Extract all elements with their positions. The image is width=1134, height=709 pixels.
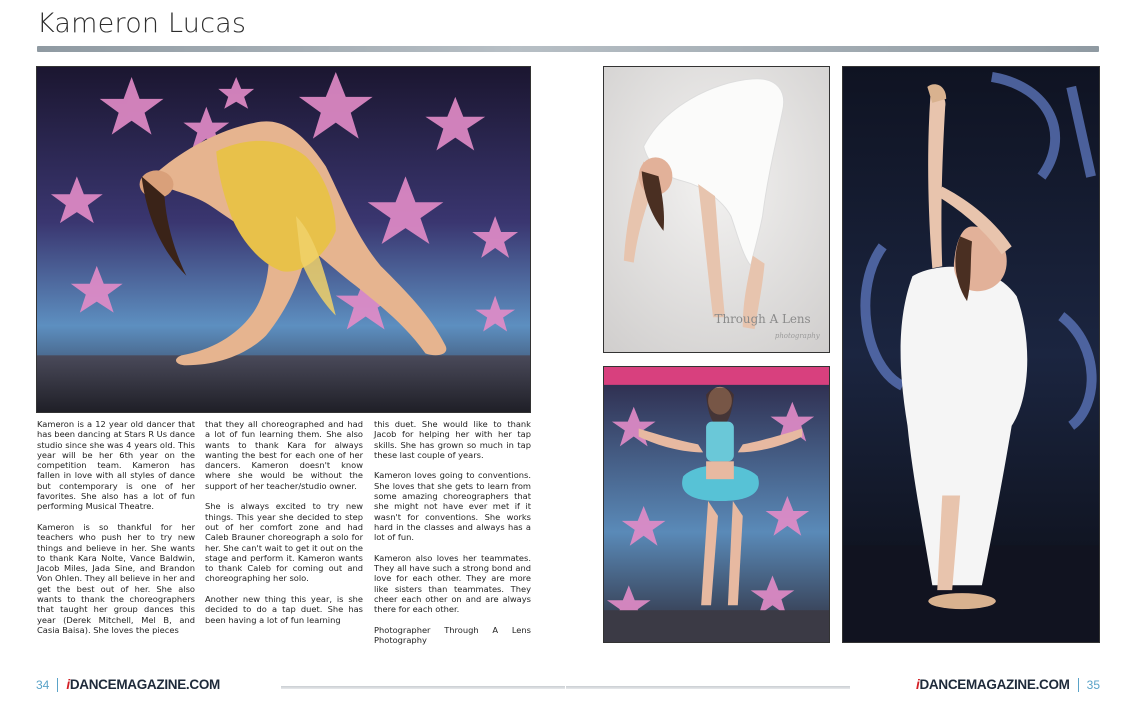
teal-costume-photo bbox=[603, 366, 830, 643]
leg-hold-photo bbox=[842, 66, 1100, 643]
footer-separator bbox=[1078, 678, 1079, 692]
footer-divider-line bbox=[566, 686, 850, 689]
article-column-1 bbox=[37, 419, 195, 646]
article-column-2 bbox=[205, 419, 363, 635]
watermark-text: Through A Lens bbox=[714, 312, 811, 327]
brand-logo-left[interactable]: iDANCEMAGAZINE.COM bbox=[66, 677, 220, 692]
footer-left bbox=[36, 677, 220, 692]
article-paragraph: Another new thing this year, is she decided to do a tap duet. She has been having a lot of fun learning bbox=[205, 594, 363, 625]
article-paragraph: that they all choreographed and had a lot of fun learning them. She also wants to thank Kara for always wanting the best for each one of her dancers. Kameron doesn't know where she would be without the support of her teacher/studio owner. bbox=[205, 419, 363, 491]
watermark-subtext: photography bbox=[774, 332, 820, 341]
title-underline-bar bbox=[37, 46, 1099, 52]
footer-right bbox=[916, 677, 1100, 692]
white-dress-photo bbox=[603, 66, 830, 353]
article-column-3 bbox=[374, 419, 531, 656]
article-paragraph: She is always excited to try new things. This year she decided to step out of her comfort zone and had Caleb Brauner choreograph a solo for her. She can't wait to get it out on the stage and perform it. Kameron wants to thank Caleb for coming out and choreographing her solo. bbox=[205, 501, 363, 584]
page-number-right: 35 bbox=[1086, 677, 1100, 692]
photo-credit: Photographer Through A Lens Photography bbox=[374, 624, 531, 646]
brand-logo-right[interactable]: iDANCEMAGAZINE.COM bbox=[916, 677, 1070, 692]
footer-divider-line bbox=[281, 686, 565, 689]
article-paragraph: Kameron is a 12 year old dancer that has been dancing at Stars R Us dance studio since she was 4 years old. This year will be her 6th year on the competition team. Kameron has fallen in love with all styles of dance but contemporary is one of her favorites. She also has a lot of fun performing Musical Theatre. bbox=[37, 419, 195, 512]
main-dancer-photo bbox=[36, 66, 531, 413]
page-title: Kameron Lucas bbox=[37, 8, 247, 39]
article-paragraph: this duet. She would like to thank Jacob for helping her with her tap skills. She has grown so much in tap these last couple of years. bbox=[374, 419, 531, 460]
article-paragraph: Kameron loves going to conventions. She loves that she gets to learn from some amazing choreographers that she might not have ever met if it wasn't for conventions. She works hard in the classes and always has a lot of fun. bbox=[374, 470, 531, 543]
article-paragraph: Kameron is so thankful for her teachers who push her to try new things and believe in her. She wants to thank Kara Nolte, Vance Baldwin, Jacob Miles, Jada Sine, and Brandon Von Ohlen. They all believe in her and get the best out of her. She also wants to thank the choreographers that taught her group dances this year (Derek Mitchell, Mel B, and Casia Baisa). She loves the pieces bbox=[37, 521, 196, 635]
page-number-left: 34 bbox=[36, 677, 50, 692]
footer-separator bbox=[57, 678, 58, 692]
article-paragraph: Kameron also loves her teammates. They all have such a strong bond and love for each other. They are more like sisters than teammates. They cheer each other on and are always there for each other. bbox=[374, 552, 531, 615]
